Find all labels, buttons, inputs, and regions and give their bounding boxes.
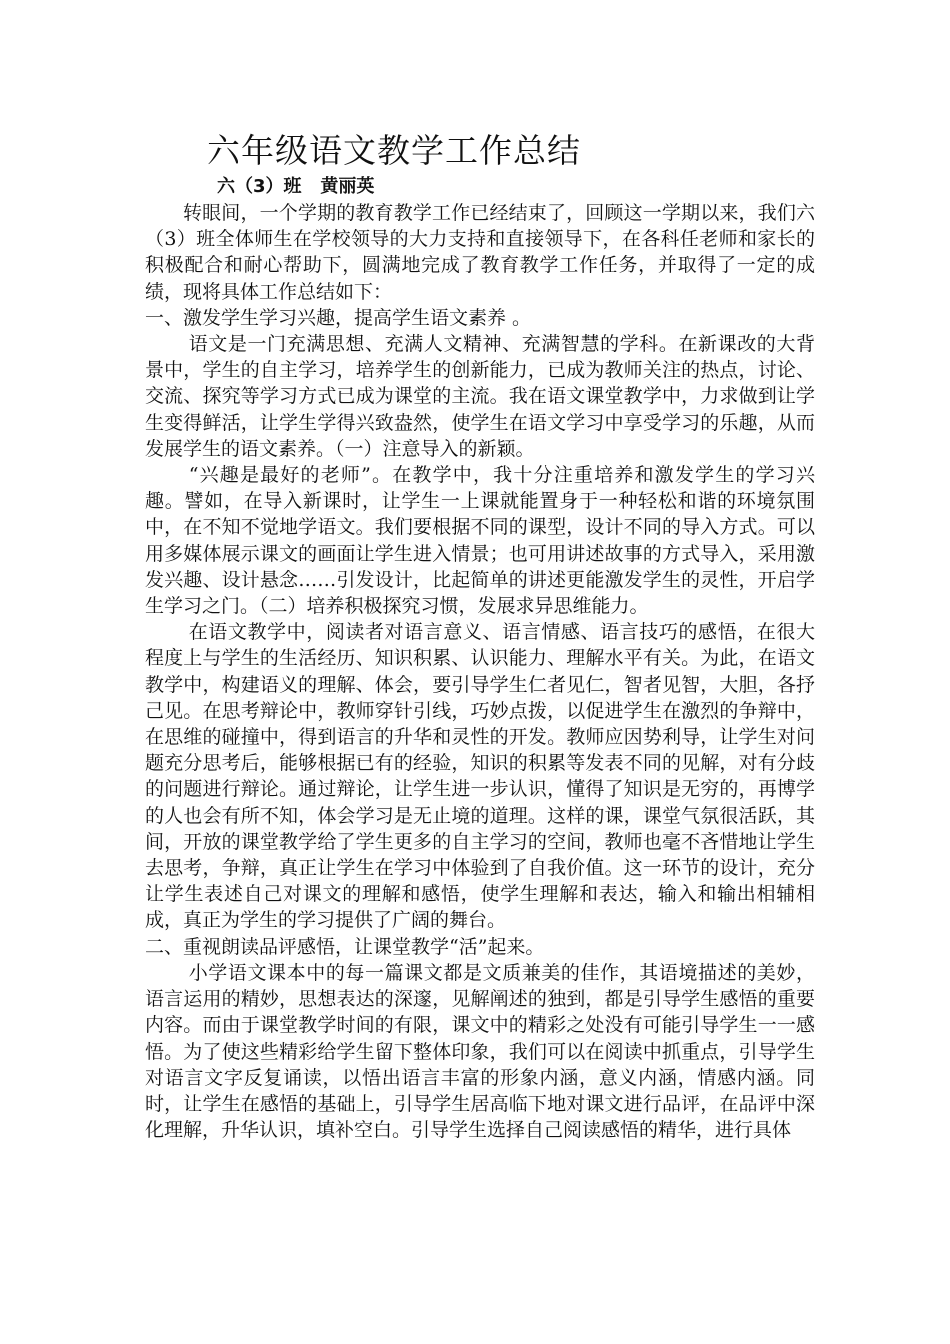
section-1-paragraph-3: 在语文教学中，阅读者对语言意义、语言情感、语言技巧的感悟，在很大程度上与学生的生活经历、知识积累、认识能力、理解水平有关。为此，在语文教学中，构建语义的理解、体会，要引导学生仁者见仁，智者见智，大胆，各抒己见。在思考辩论中，教师穿针引线，巧妙点拨，以促进学生在激烈的争辩中，在思维的碰撞中，得到语言的升华和灵性的开发。教师应因势利导，让学生对问题充分思考后，能够根据已有的经验，知识的积累等发表不同的见解，对有分歧的问题进行辩论。通过辩论，让学生进一步认识，懂得了知识是无穷的，再博学的人也会有所不知，体会学习是无止境的道理。这样的课，课堂气氛很活跃，其间，开放的课堂教学给了学生更多的自主学习的空间，教师也毫不吝惜地让学生去思考，争辩，真正让学生在学习中体验到了自我价值。这一环节的设计，充分让学生表述自己对课文的理解和感悟，使学生理解和表达，输入和输出相辅相成，真正为学生的学习提供了广阔的舞台。 [145,621,815,932]
intro-paragraph: 转眼间，一个学期的教育教学工作已经结束了，回顾这一学期以来，我们六（3）班全体师生在学校领导的大力支持和直接领导下，在各科任老师和家长的积极配合和耐心帮助下，圆满地完成了教育教学工作任务，并取得了一定的成绩，现将具体工作总结如下： [145,202,815,303]
document-page [145,128,815,1143]
document-author: 六（3）班 黄丽英 [217,176,375,197]
section-1-paragraph-1: 语文是一门充满思想、充满人文精神、充满智慧的学科。在新课改的大背景中，学生的自主学习，培养学生的创新能力，已成为教师关注的热点，讨论、交流、探究等学习方式已成为课堂的主流。我在语文课堂教学中，力求做到让学生变得鲜活，让学生学得兴致盎然，使学生在语文学习中享受学习的乐趣，从而发展学生的语文素养。（一）注意导入的新颖。 [145,333,815,460]
section-1-heading: 一、激发学生学习兴趣，提高学生语文素养 。 [145,306,532,329]
section-2-heading: 二、重视朗读品评感悟，让课堂教学“活”起来。 [145,935,545,958]
section-2-paragraph-1: 小学语文课本中的每一篇课文都是文质兼美的佳作，其语境描述的美妙，语言运用的精妙，思想表达的深邃，见解阐述的独到，都是引导学生感悟的重要内容。而由于课堂教学时间的有限，课文中的精彩之处没有可能引导学生一一感悟。为了使这些精彩给学生留下整体印象，我们可以在阅读中抓重点，引导学生对语言文字反复诵读，以悟出语言丰富的形象内涵，意义内涵，情感内涵。同时，让学生在感悟的基础上，引导学生居高临下地对课文进行品评，在品评中深化理解，升华认识，填补空白。引导学生选择自己阅读感悟的精华，进行具体 [145,961,815,1142]
document-title: 六年级语文教学工作总结 [207,131,581,170]
section-1-paragraph-2: “兴趣是最好的老师”。在教学中，我十分注重培养和激发学生的学习兴趣。譬如，在导入新课时，让学生一上课就能置身于一种轻松和谐的环境氛围中，在不知不觉地学语文。我们要根据不同的课型，设计不同的导入方式。可以用多媒体展示课文的画面让学生进入情景；也可用讲述故事的方式导入，采用激发兴趣、设计悬念……引发设计，比起简单的讲述更能激发学生的灵性，开启学生学习之门。（二）培养积极探究习惯，发展求异思维能力。 [145,464,815,618]
